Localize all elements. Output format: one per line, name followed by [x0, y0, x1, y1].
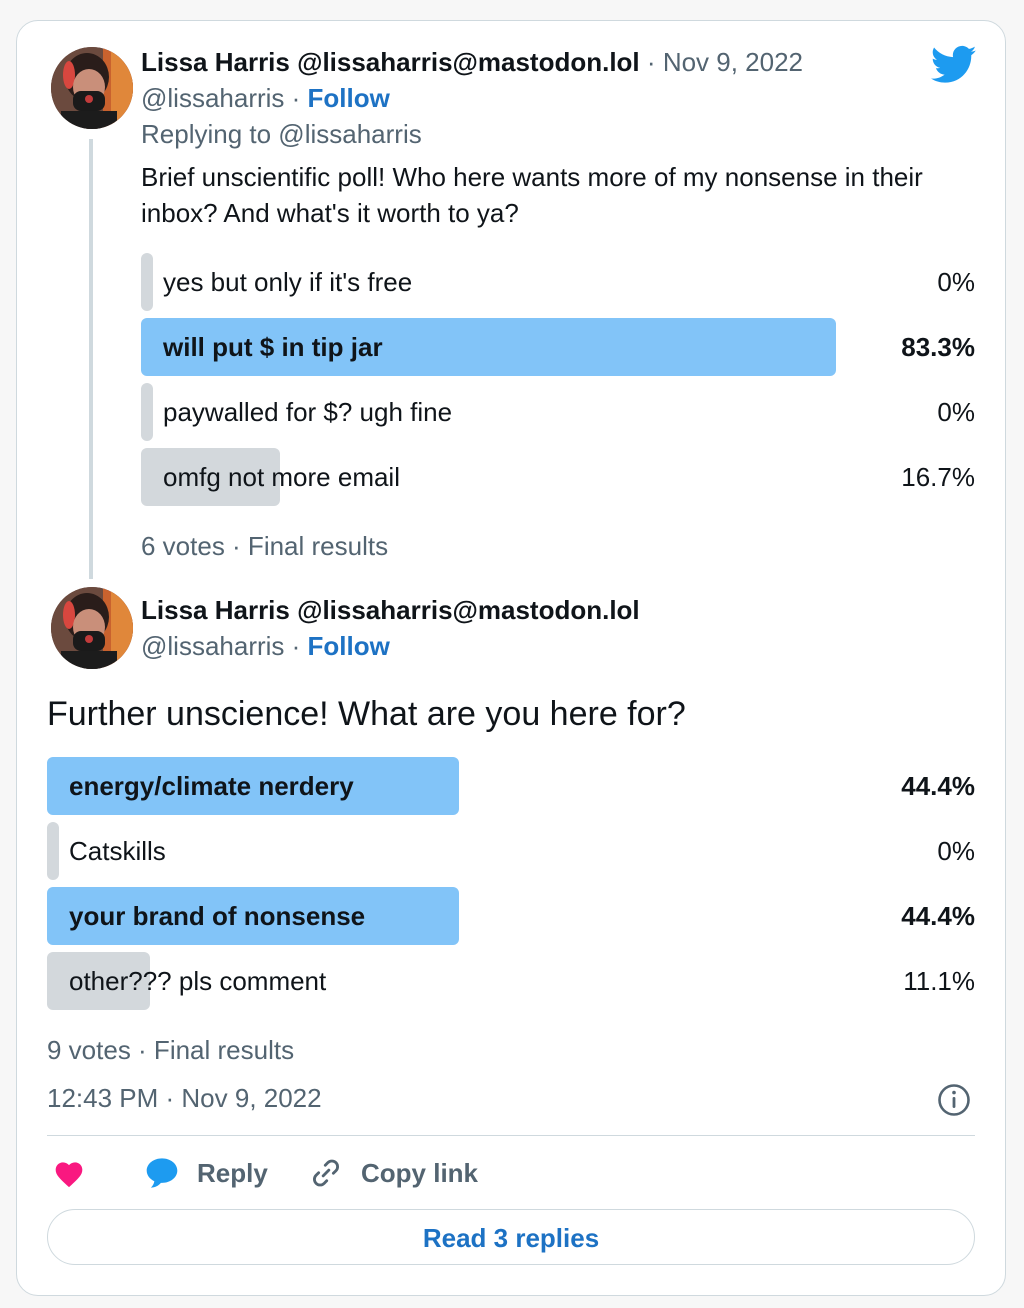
- heart-icon: [53, 1158, 85, 1188]
- author-avatar[interactable]: [51, 47, 133, 129]
- poll-option-percent: 83.3%: [901, 332, 975, 362]
- separator-dot: ·: [646, 47, 656, 77]
- poll-option-percent: 0%: [937, 267, 975, 297]
- follow-button[interactable]: Follow: [307, 83, 390, 113]
- tweet2-header: [141, 597, 640, 623]
- tweet2-handle-row: @lissaharris · Follow: [141, 631, 390, 661]
- read-replies-button[interactable]: Read 3 replies: [47, 1209, 975, 1265]
- divider: [47, 1135, 975, 1136]
- copy-link-label: Copy link: [361, 1157, 479, 1188]
- poll-option-label: other??? pls comment: [69, 966, 327, 996]
- poll-option-percent: 16.7%: [901, 462, 975, 492]
- poll-result-bar: [47, 822, 59, 880]
- poll-option-percent: 44.4%: [901, 771, 975, 801]
- reply-label: Reply: [197, 1157, 268, 1188]
- poll2-meta: 9 votes · Final results: [47, 1035, 295, 1065]
- author-handle[interactable]: @lissaharris: [141, 631, 285, 661]
- poll1-option-3: [141, 383, 975, 441]
- replying-to: Replying to @lissaharris: [141, 119, 422, 149]
- like-button[interactable]: [53, 1151, 85, 1195]
- follow-button[interactable]: Follow: [307, 631, 390, 661]
- poll1-meta: 6 votes · Final results: [141, 531, 389, 561]
- poll-option-label: yes but only if it's free: [163, 267, 413, 297]
- copy-link-button[interactable]: [309, 1151, 478, 1195]
- author-avatar[interactable]: [51, 587, 133, 669]
- poll-option-percent: 44.4%: [901, 901, 975, 931]
- author-name[interactable]: Lissa Harris @lissaharris@mastodon.lol: [141, 47, 640, 77]
- poll2-option-3: [47, 887, 975, 945]
- poll-result-bar: [141, 253, 153, 311]
- poll2-option-1: [47, 757, 975, 815]
- tweet1-text: Brief unscientific poll! Who here wants more of my nonsense in their inbox? And what's it worth to ya?: [141, 162, 923, 228]
- poll1-option-4: [141, 448, 975, 506]
- tweet2-text: Further unscience! What are you here for?: [47, 695, 686, 733]
- poll2-option-2: [47, 822, 975, 880]
- poll-option-percent: 11.1%: [903, 966, 975, 996]
- tweet-timestamp[interactable]: 12:43 PM · Nov 9, 2022: [47, 1083, 322, 1113]
- poll-result-bar: [141, 383, 153, 441]
- poll-option-percent: 0%: [937, 397, 975, 427]
- author-name[interactable]: Lissa Harris @lissaharris@mastodon.lol: [141, 595, 640, 625]
- poll-option-percent: 0%: [937, 836, 975, 866]
- twitter-bird-icon[interactable]: [931, 45, 977, 85]
- poll-option-label: energy/climate nerdery: [69, 771, 354, 801]
- speech-bubble-icon: [145, 1157, 179, 1189]
- poll-option-label: your brand of nonsense: [69, 901, 366, 931]
- poll2-option-4: [47, 952, 975, 1010]
- poll-option-label: omfg not more email: [163, 462, 400, 492]
- link-icon: [309, 1156, 343, 1190]
- reply-button[interactable]: [145, 1151, 268, 1195]
- poll1-option-1: [141, 253, 975, 311]
- embedded-tweet-card: [16, 20, 1006, 1296]
- author-handle[interactable]: @lissaharris: [141, 83, 285, 113]
- poll-option-label: Catskills: [69, 836, 166, 866]
- poll1-option-2: [141, 318, 975, 376]
- tweet1-handle-row: @lissaharris · Follow: [141, 83, 390, 113]
- info-icon[interactable]: [937, 1083, 971, 1117]
- tweet1-header: [141, 49, 803, 75]
- poll-option-label: will put $ in tip jar: [163, 332, 383, 362]
- tweet-date[interactable]: Nov 9, 2022: [662, 47, 804, 77]
- thread-connector-line: [89, 139, 93, 579]
- poll-option-label: paywalled for $? ugh fine: [163, 397, 453, 427]
